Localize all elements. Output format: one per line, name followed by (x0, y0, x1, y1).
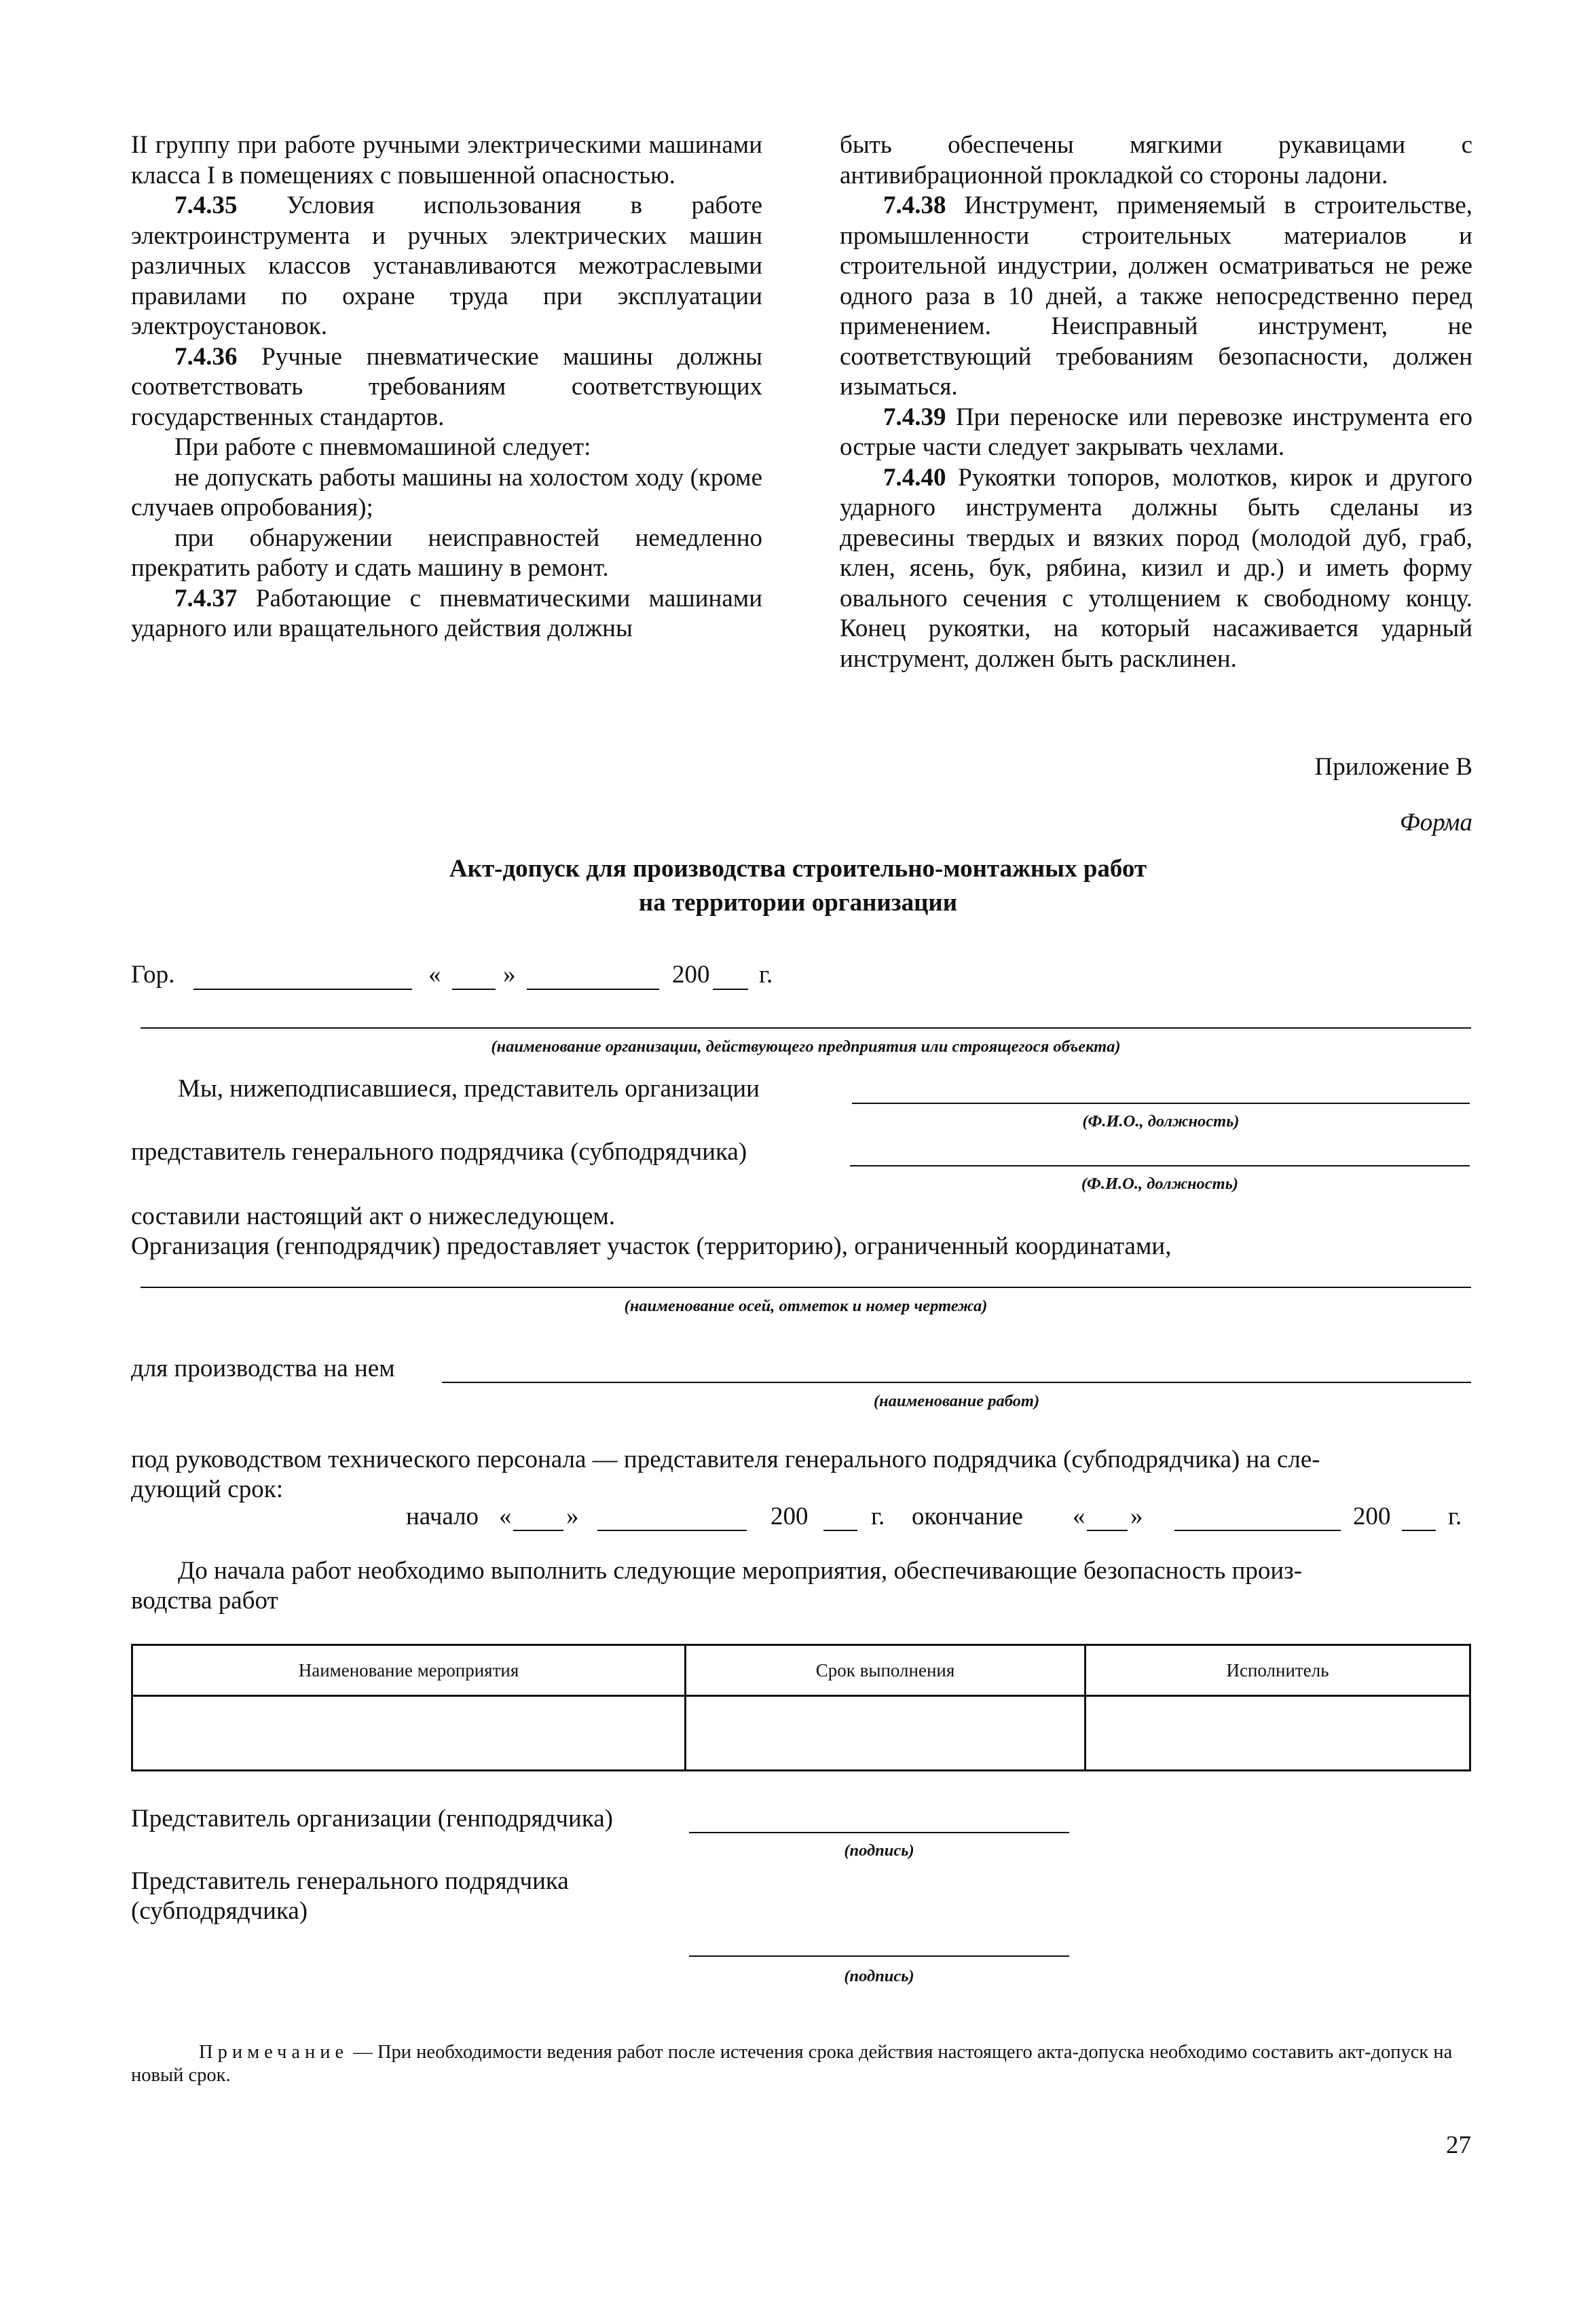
start-day-field[interactable] (513, 1530, 563, 1531)
start-year-suffix: г. (871, 1503, 885, 1530)
for-production-label: для производства на нем (131, 1355, 395, 1382)
axes-caption: (наименование осей, отметок и номер чертежа) (624, 1297, 988, 1315)
start-year-field[interactable] (823, 1530, 857, 1531)
end-quote-open: « (1073, 1503, 1085, 1530)
gen-rep-signature-field[interactable] (689, 1955, 1069, 1957)
measures-text-1: До начала работ необходимо выполнить следующие мероприятия, обеспечивающие безопасность произ- (178, 1557, 1303, 1585)
note-text: — При необходимости ведения работ после истечения срока действия настоящего акта-допуска необходимо составить акт-допуск на новый срок. (131, 2042, 1453, 2086)
left-paragraph-1: II группу при работе ручными электрическими машинами класса I в помещениях с повышенной опасностью. (131, 131, 762, 189)
clause-number: 7.4.37 (174, 584, 238, 612)
end-year-prefix: 200 (1353, 1503, 1391, 1530)
left-paragraph-7-4-36 (131, 342, 762, 433)
start-quote-close: » (566, 1503, 579, 1530)
city-label: Гор. (131, 961, 175, 989)
works-field[interactable] (442, 1382, 1471, 1383)
appendix-label: Приложение В (1314, 753, 1472, 781)
fio-caption-1: (Ф.И.О., должность) (1082, 1112, 1240, 1131)
general-contractor-rep-field[interactable] (850, 1165, 1470, 1166)
end-label: окончание (912, 1503, 1023, 1530)
org-provides-text: Организация (генподрядчик) предоставляет участок (территорию), ограниченный координатами, (131, 1232, 1172, 1260)
measures-text-2: водства работ (131, 1587, 278, 1615)
clause-number: 7.4.35 (174, 191, 238, 219)
supervision-text-2: дующий срок: (131, 1475, 283, 1503)
clause-text: Работающие с пневматическими машинами ударного или вращательного действия должны (131, 584, 762, 642)
end-month-field[interactable] (1174, 1530, 1341, 1531)
org-rep-signature-label: Представитель организации (генподрядчика) (131, 1805, 613, 1833)
left-column (131, 130, 762, 644)
works-caption: (наименование работ) (873, 1392, 1040, 1410)
left-paragraph-idle: не допускать работы машины на холостом ходу (кроме случаев опробования); (131, 463, 762, 521)
signature-caption-2: (подпись) (844, 1967, 914, 1985)
fio-caption-2: (Ф.И.О., должность) (1081, 1175, 1239, 1193)
clause-text: Ручные пневматические машины должны соответствовать требованиям соответствующих государственных стандартов. (131, 342, 762, 431)
table-header-row (132, 1645, 1470, 1696)
month-field[interactable] (527, 989, 659, 990)
year-prefix: 200 (672, 961, 710, 989)
form-title-line-2: на территории организации (638, 889, 958, 917)
right-paragraph-7-4-40 (840, 463, 1472, 675)
start-month-field[interactable] (597, 1530, 747, 1531)
right-paragraph-7-4-39 (840, 403, 1472, 463)
note-prefix: Примечание (199, 2042, 349, 2063)
start-year-prefix: 200 (771, 1503, 809, 1530)
end-quote-close: » (1130, 1503, 1143, 1530)
end-day-field[interactable] (1087, 1530, 1128, 1531)
gen-rep-signature-label-1: Представитель генерального подрядчика (131, 1867, 569, 1895)
city-field[interactable] (193, 989, 412, 990)
year-field[interactable] (713, 989, 748, 990)
form-label: Форма (1399, 809, 1472, 837)
form-title-line-1: Акт-допуск для производства строительно-монтажных работ (449, 855, 1147, 883)
compiled-text: составили настоящий акт о нижеследующем. (131, 1202, 616, 1230)
left-paragraph-repair: при обнаружении неисправностей немедленно прекратить работу и сдать машину в ремонт. (131, 523, 762, 582)
org-rep-signature-field[interactable] (689, 1832, 1069, 1833)
coordinates-field[interactable] (141, 1287, 1471, 1288)
date-quote-open: « (428, 961, 441, 989)
clause-text: Условия использования в работе электроинструмента и ручных электрических машин различных классов устанавливаются межотраслевыми правилами по охране труда при эксплуатации электроустановок. (131, 191, 762, 340)
undersigned-label: Мы, нижеподписавшиеся, представитель организации (178, 1075, 760, 1103)
year-suffix: г. (759, 961, 773, 989)
start-label: начало (406, 1503, 479, 1530)
table-cell-deadline[interactable] (686, 1696, 1085, 1771)
right-paragraph-7-4-38 (840, 191, 1472, 403)
clause-number: 7.4.38 (883, 191, 946, 219)
end-year-suffix: г. (1448, 1503, 1462, 1530)
table-row (132, 1696, 1470, 1771)
gen-rep-signature-label-2: (субподрядчика) (131, 1897, 308, 1925)
signature-caption-1: (подпись) (844, 1841, 914, 1860)
column-header-executor: Исполнитель (1085, 1645, 1470, 1696)
left-paragraph-7-4-37 (131, 584, 762, 644)
organization-caption: (наименование организации, действующего предприятия или строящегося объекта) (491, 1037, 1121, 1056)
date-quote-close: » (503, 961, 516, 989)
clause-text: При переноске или перевозке инструмента его острые части следует закрывать чехлами. (840, 403, 1472, 461)
left-paragraph-7-4-35 (131, 191, 762, 342)
clause-text: Рукоятки топоров, молотков, кирок и другого ударного инструмента должны быть сделаны из древесины твердых и вязких пород (молодой дуб, граб, клен, ясень, бук, рябина, кизил и др.) и иметь форму овального сечения с утолщением к свободному концу. Конец рукоятки, на который насаживается ударный инструмент, должен быть расклинен. (840, 463, 1472, 673)
organization-rep-field[interactable] (852, 1103, 1470, 1104)
organization-name-field[interactable] (141, 1027, 1471, 1029)
column-header-measure: Наименование мероприятия (132, 1645, 686, 1696)
right-paragraph-1: быть обеспечены мягкими рукавицами с антивибрационной прокладкой со стороны ладони. (840, 131, 1472, 189)
page-number: 27 (1446, 2131, 1471, 2159)
supervision-text-1: под руководством технического персонала — представителя генерального подрядчика (субподрядчика) на сле- (131, 1446, 1320, 1473)
table-cell-measure[interactable] (132, 1696, 686, 1771)
clause-number: 7.4.39 (883, 403, 946, 431)
end-year-field[interactable] (1402, 1530, 1436, 1531)
clause-text: Инструмент, применяемый в строительстве, промышленности строительных материалов и строительной индустрии, должен осматриваться не реже одного раза в 10 дней, а также непосредственно перед применением. Неисправный инструмент, не соответствующий требованиям безопасности, должен изыматься. (840, 191, 1472, 401)
clause-number: 7.4.36 (174, 342, 238, 371)
right-column (840, 130, 1472, 674)
table-cell-executor[interactable] (1085, 1696, 1470, 1771)
day-field[interactable] (452, 989, 496, 990)
start-quote-open: « (499, 1503, 512, 1530)
note (131, 2041, 1471, 2087)
column-header-deadline: Срок выполнения (686, 1645, 1085, 1696)
measures-table (131, 1644, 1471, 1771)
left-paragraph-pneumo: При работе с пневмомашиной следует: (174, 433, 591, 461)
general-contractor-rep-label: представитель генерального подрядчика (субподрядчика) (131, 1138, 747, 1166)
clause-number: 7.4.40 (883, 463, 946, 492)
